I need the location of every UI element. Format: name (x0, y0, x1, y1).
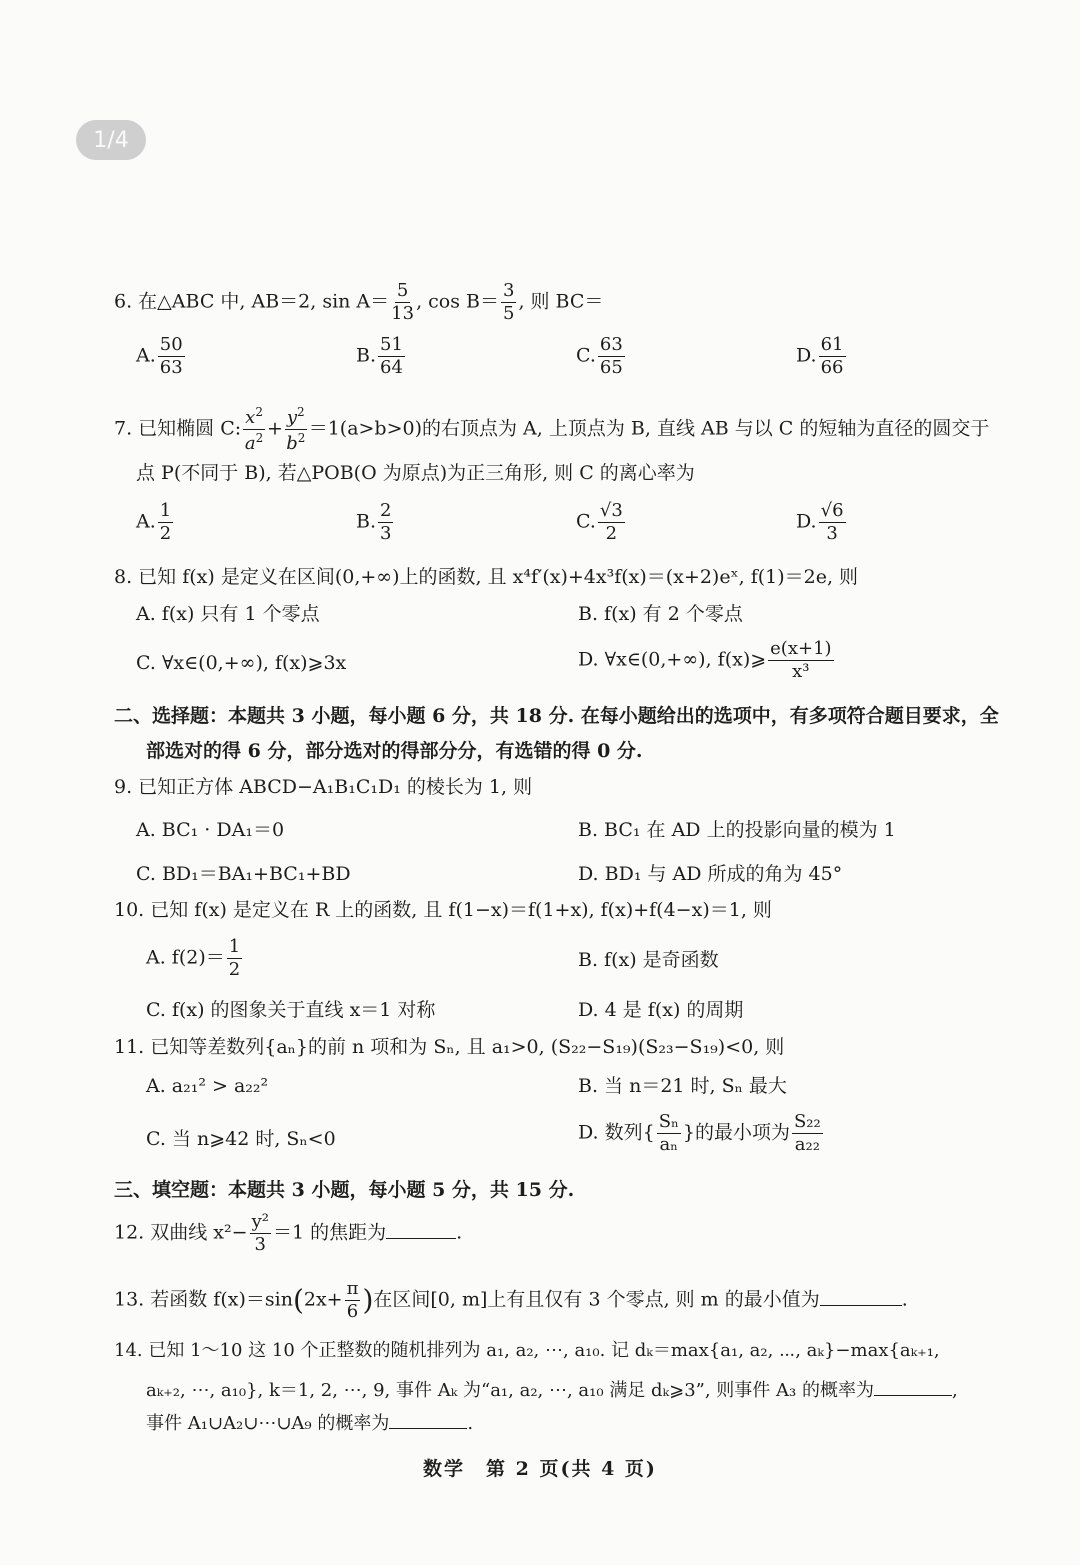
q9-option-d: D. BD₁ 与 AD 所成的角为 45° (578, 863, 843, 885)
question-11-stem: 11. 已知等差数列{aₙ}的前 n 项和为 Sₙ, 且 a₁>0, (S₂₂−S₁₉)(S₂₃−S₁₉)<0, 则 (114, 1036, 785, 1058)
q8-option-b: B. f(x) 有 2 个零点 (578, 603, 743, 625)
q8-option-a: A. f(x) 只有 1 个零点 (136, 603, 320, 625)
q11-option-d: D. 数列{ $\frac{\text{Sₙ}}{\text{aₙ}}$ }的最小项为 $\frac{\text{S₂₂}}{\text{a₂₂}}$ (578, 1111, 821, 1155)
q9-option-b: B. BC₁ 在 AD 上的投影向量的模为 1 (578, 819, 896, 841)
q8-option-d: D. ∀x∈(0,+∞), f(x)⩾ $\frac{e(x+1)}{\text{x³}}$ (578, 638, 832, 682)
question-7-line2: 点 P(不同于 B), 若△POB(O 为原点)为正三角形, 则 C 的离心率为 (136, 462, 695, 484)
q11-option-b: B. 当 n＝21 时, Sₙ 最大 (578, 1075, 787, 1097)
section-2-heading: 二、选择题：本题共 3 小题，每小题 6 分，共 18 分. 在每小题给出的选项中，有多项符合题目要求，全 (114, 705, 999, 727)
question-9-stem: 9. 已知正方体 ABCD−A₁B₁C₁D₁ 的棱长为 1, 则 (114, 776, 533, 798)
question-6-stem: 6. 在△ABC 中, AB＝2, sin A＝ $\frac{5}{13}$ , cos B＝ $\frac{3}{5}$ , 则 BC＝ (114, 280, 604, 324)
section-3-heading: 三、填空题：本题共 3 小题，每小题 5 分，共 15 分. (114, 1179, 575, 1201)
q9-option-c: C. BD₁＝BA₁+BC₁+BD (136, 863, 351, 885)
q6-option-c: C. $\frac{63}{65}$ (576, 334, 623, 378)
q14-answer-blank-1[interactable] (874, 1377, 952, 1396)
q6-option-a: A. $\frac{50}{63}$ (136, 334, 183, 378)
question-8-stem: 8. 已知 f(x) 是定义在区间(0,+∞)上的函数, 且 x⁴f′(x)+4x³f(x)＝(x+2)eˣ, f(1)＝2e, 则 (114, 566, 859, 588)
question-12: 12. 双曲线 x²− $\frac{\text{y²}}{3}$ ＝1 的焦距为 . (114, 1211, 463, 1255)
q8-option-c: C. ∀x∈(0,+∞), f(x)⩾3x (136, 652, 347, 674)
q9-option-a: A. BC₁ · DA₁＝0 (136, 819, 285, 841)
q10-option-c: C. f(x) 的图象关于直线 x＝1 对称 (146, 999, 436, 1021)
page-footer: 数学 第 2 页(共 4 页) (423, 1458, 657, 1480)
page-indicator: 1/4 (76, 120, 146, 160)
q7-option-d: D. $\frac{√6}{3}$ (796, 500, 844, 544)
q7-option-a: A. $\frac{1}{2}$ (136, 500, 172, 544)
q11-option-c: C. 当 n⩾42 时, Sₙ<0 (146, 1128, 336, 1150)
question-14-line2: aₖ₊₂, ⋯, a₁₀}, k＝1, 2, ⋯, 9, 事件 Aₖ 为“a₁, a₂, ⋯, a₁₀ 满足 dₖ⩾3”, 则事件 A₃ 的概率为 , (146, 1377, 958, 1403)
question-10-stem: 10. 已知 f(x) 是定义在 R 上的函数, 且 f(1−x)＝f(1+x), f(x)+f(4−x)＝1, 则 (114, 899, 772, 921)
q6-frac-cosB: $\frac{3}{5}$ (502, 280, 515, 324)
q10-option-d: D. 4 是 f(x) 的周期 (578, 999, 744, 1021)
question-7-line1: 7. 已知椭圆 C: $\frac{x^2}{a^2}$ + $\frac{y^2}{b^2}$ ＝1(a>b>0)的右顶点为 A, 上顶点为 B, 直线 AB 与以 C 的短轴为直径的圆交于 (114, 405, 990, 454)
q7-ellipse-y: $\frac{y^2}{b^2}$ (286, 405, 306, 454)
q6-frac-sinA: $\frac{5}{13}$ (391, 280, 415, 324)
q6-text: 6. 在△ABC 中, AB＝2, sin A＝ (114, 290, 390, 313)
q13-answer-blank[interactable] (820, 1287, 902, 1306)
q7-option-c: C. $\frac{√3}{2}$ (576, 500, 623, 544)
section-2-heading-cont: 部选对的得 6 分，部分选对的得部分分，有选错的得 0 分. (146, 740, 643, 762)
question-14-line1: 14. 已知 1～10 这 10 个正整数的随机排列为 a₁, a₂, ⋯, a₁₀. 记 dₖ＝max{a₁, a₂, ⋯, aₖ}−max{aₖ₊₁, (114, 1340, 940, 1361)
q7-option-b: B. $\frac{2}{3}$ (356, 500, 392, 544)
question-14-line3: 事件 A₁∪A₂∪⋯∪A₉ 的概率为 . (146, 1410, 473, 1436)
q6-option-d: D. $\frac{61}{66}$ (796, 334, 844, 378)
q7-ellipse-x: $\frac{x^2}{a^2}$ (244, 405, 264, 454)
q6-option-b: B. $\frac{51}{64}$ (356, 334, 403, 378)
q10-option-a: A. f(2)＝ $\frac{1}{2}$ (146, 936, 241, 980)
q11-option-a: A. a₂₁² > a₂₂² (146, 1075, 269, 1097)
question-13: 13. 若函数 f(x)＝sin(2x+ $\frac{\pi}{6}$ )在区间[0, m]上有且仅有 3 个零点, 则 m 的最小值为 . (114, 1278, 908, 1322)
q10-option-b: B. f(x) 是奇函数 (578, 949, 719, 971)
q12-answer-blank[interactable] (386, 1220, 456, 1239)
q14-answer-blank-2[interactable] (389, 1410, 467, 1429)
